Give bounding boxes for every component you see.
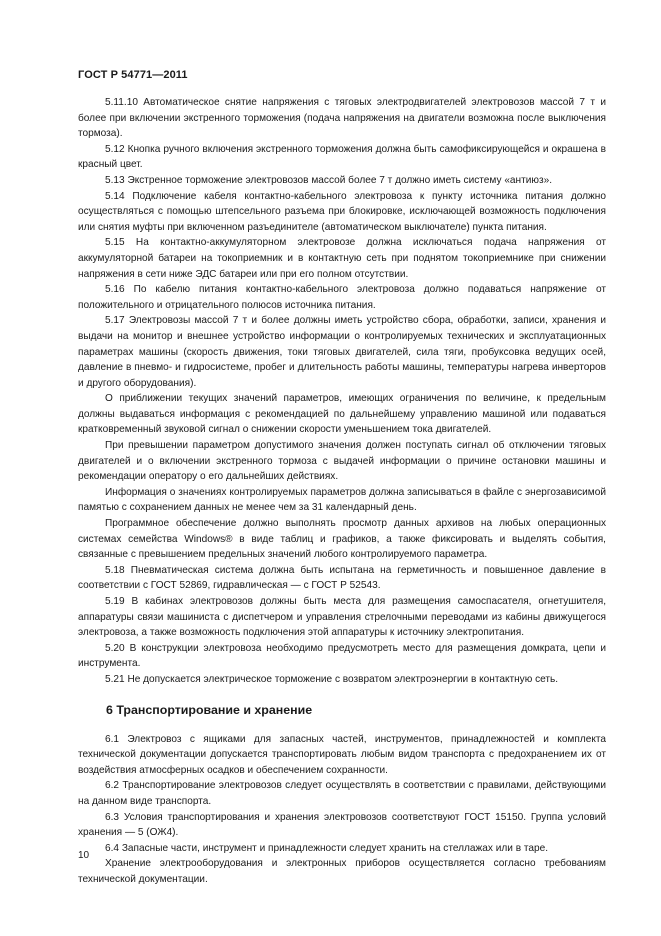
section-6-title: 6 Транспортирование и хранение: [106, 702, 313, 717]
paragraph-6-4: 6.4 Запасные части, инструмент и принадлежности следует хранить на стеллажах или в таре.: [105, 842, 549, 854]
paragraph-6-2: 6.2 Транспортирование электровозов следует осуществлять в соответствии с правилами, действующими на данном виде транспорта.: [78, 780, 606, 807]
paragraph-5-17-limits: О приближении текущих значений параметров, имеющих ограничения по величине, к предельным должны выдаваться информация с рекомендацией по дальнейшему управлению машиной или подаваться кратковременный звуковой сигнал о снижении скорости уменьшением тока двигателей.: [78, 393, 606, 436]
paragraph-6-1: 6.1 Электровоз с ящиками для запасных частей, инструментов, принадлежностей и комплекта технической документации допускается транспортировать любым видом транспорта с предохранением их от воздействия атмосферных осадков и обеспечением сохранности.: [78, 733, 606, 776]
paragraph-5-11-10: 5.11.10 Автоматическое снятие напряжения с тяговых электродвигателей электровозов массой 7 т и более при включении экстренного торможения (подача напряжения на двигатели возможна после выключения тормоза).: [78, 97, 606, 140]
paragraph-5-17: 5.17 Электровозы массой 7 т и более должны иметь устройство сбора, обработки, записи, хранения и выдачи на монитор и внешнее устройство информации о контролируемых технических и эксплуатационных параметрах машины (скорость движения, токи тяговых двигателей, сила тяги, пробуксовка ведущих осей, давление в пневмо- и гидросистеме, пробег и длительность работы машины, температуры нагрева инверторов и другого оборудования).: [78, 315, 606, 389]
paragraph-5-16: 5.16 По кабелю питания контактно-кабельного электровоза должно подаваться напряжение от положительного и отрицательного полюсов источника питания.: [78, 284, 606, 311]
paragraph-6-3: 6.3 Условия транспортирования и хранения электровозов соответствуют ГОСТ 15150. Группа условий хранения — 5 (ОЖ4).: [78, 811, 606, 839]
paragraph-5-14: 5.14 Подключение кабеля контактно-кабельного электровоза к пункту источника питания должно осуществляться с помощью штепсельного разъема при блокировке, исключающей возможность подключения или снятия муфты при включенном разъединителе (автоматическом выключателе) пункта питания.: [78, 190, 606, 233]
document-header: ГОСТ Р 54771—2011: [78, 69, 188, 81]
paragraph-5-21: 5.21 Не допускается электрическое торможение с возвратом электроэнергии в контактную сеть.: [105, 673, 559, 685]
page-number: 10: [78, 850, 90, 861]
paragraph-5-15: 5.15 На контактно-аккумуляторном электровозе должна исключаться подача напряжения от аккумуляторной батареи на токоприемник и в контактную сеть при поднятом токоприемнике при снижении напряжения в сети ниже ЭДС батареи или при его полном отсутствии.: [78, 237, 606, 280]
paragraph-5-20: 5.20 В конструкции электровоза необходимо предусмотреть место для размещения домкрата, цепи и инструмента.: [78, 642, 606, 670]
paragraph-5-18: 5.18 Пневматическая система должна быть испытана на герметичность и повышенное давление в соответствии с ГОСТ 52869, гидравлическая — с ГОСТ Р 52543.: [78, 564, 606, 592]
paragraph-5-17-software: Программное обеспечение должно выполнять просмотр данных архивов на любых операционных системах семейства Windows® в виде таблиц и графиков, а также фиксировать и выделять события, связанные с превышением предельных значений любого контролируемого параметра.: [78, 518, 606, 561]
document-body: [78, 95, 606, 888]
paragraph-5-19: 5.19 В кабинах электровозов должны быть места для размещения самоспасателя, огнетушителя, аппаратуры связи машиниста с диспетчером и управления стрелочными переводами из кабины движущегося электровоза, а также возможность подключения этой аппаратуры к источнику электропитания.: [78, 596, 606, 639]
paragraph-5-12: 5.12 Кнопка ручного включения экстренного торможения должна быть самофиксирующейся и окрашена в красный цвет.: [78, 143, 606, 171]
paragraph-5-13: 5.13 Экстренное торможение электровозов массой более 7 т должно иметь систему «антиюз».: [105, 174, 552, 186]
paragraph-5-17-exceed: При превышении параметром допустимого значения должен поступать сигнал об отключении тяговых двигателей и о включении экстренного тормоза с выдачей информации о причине остановки машины и рекомендации оператору о его дальнейших действиях.: [78, 440, 606, 483]
paragraph-6-storage: Хранение электрооборудования и электронных приборов осуществляется согласно требованиям технической документации.: [78, 858, 606, 885]
paragraph-5-17-memory: Информация о значениях контролируемых параметров должна записываться в файле с энергозависимой памятью с сохранением данных не менее чем за 31 календарный день.: [78, 486, 606, 514]
